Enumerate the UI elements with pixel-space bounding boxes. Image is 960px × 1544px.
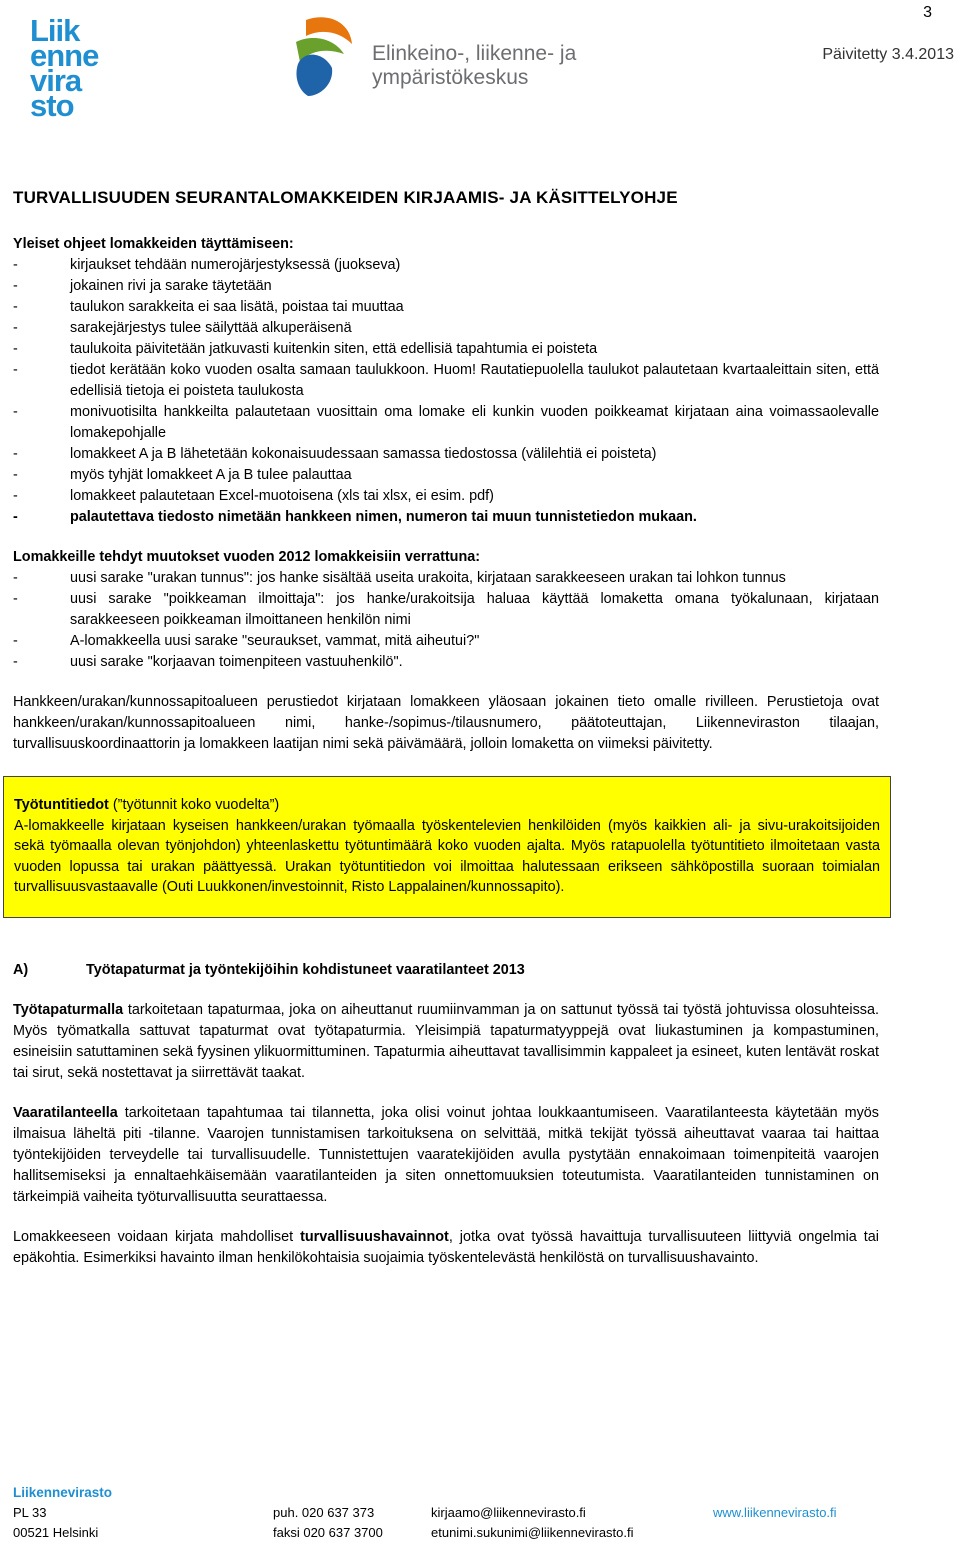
page-number: 3 [923, 4, 932, 21]
general-list [13, 255, 879, 528]
logo-line: vira [30, 63, 82, 98]
page-footer [13, 1483, 953, 1543]
work-hours-text: A-lomakkeelle kirjataan kyseisen hankkeen/urakan työmaalla työskentelevien henkilöiden (myös kaikkien ali- ja sivu-urakoitsijoiden sekä työmaalla olevan työnjohdon) yhteenlaskettu työtuntimäärä koko vuoden ajalta. Myös ratapuolella työtuntitieto ilmoitetaan vasta vuoden lopussa tai urakan päättyessä. Urakan työtuntitiedon voi ilmoittaa halutessaan erikseen sähköpostilla suoraan toimialan turvallisuusvastaavalle (Outi Luukkonen/investoinnit, Risto Lappalainen/kunnossapito). [14, 817, 880, 895]
footer-email-registry[interactable]: kirjaamo@liikennevirasto.fi [431, 1505, 586, 1520]
footer-email-pattern[interactable]: etunimi.sukunimi@liikennevirasto.fi [431, 1525, 634, 1540]
work-hours-heading-rest: (”työtunnit koko vuodelta”) [108, 797, 280, 813]
ely-keskus-logo [288, 12, 588, 102]
observations-post: , jotka ovat työssä havaittuja turvallisuuteen liittyviä ongelmia tai epäkohtia. Esimerkiksi havainto ilman henkilökohtaisia suojaimia työskentelevästä henkilöstä on turvallisuushavainto. [13, 1228, 879, 1266]
list-item: - sarakejärjestys tulee säilyttää alkuperäisenä [13, 318, 879, 339]
ely-name-line1: Elinkeino-, liikenne- ja [372, 42, 577, 65]
section-label: A) [13, 961, 29, 978]
logo-line: sto [30, 88, 74, 123]
footer-po-box: PL 33 [13, 1505, 47, 1520]
near-miss-paragraph [13, 1103, 879, 1208]
accidents-text: tarkoitetaan tapaturmaa, joka on aiheuttanut ruumiinvamman ja on sattunut työssä tai työstä johtuvissa olosuhteissa. Myös työmatkalla sattuvat tapaturmat ovat työtapaturmia. Yleisimpiä tapaturmatyyppejä ovat liukastuminen ja kompastuminen, esineisiin satuttaminen sekä fyysinen ylikuormittuminen. Tapaturmia aiheuttavat tavallisimmin kappaleet ja esineet, kuten lentävät roskat tai sirut, sekä nostettavat ja siirrettävät taakat. [13, 1001, 879, 1081]
list-item: - A-lomakkeella uusi sarake "seuraukset, vammat, mitä aiheutui?" [13, 631, 879, 652]
document-body [13, 234, 879, 1269]
list-item: - lomakkeet palautetaan Excel-muotoisena (xls tai xlsx, ei esim. pdf) [13, 486, 879, 507]
list-item: - kirjaukset tehdään numerojärjestyksessä (juokseva) [13, 255, 879, 276]
changes-heading: Lomakkeille tehdyt muutokset vuoden 2012 lomakkeisiin verrattuna: [13, 549, 481, 565]
list-item: - taulukon sarakkeita ei saa lisätä, poistaa tai muuttaa [13, 297, 879, 318]
footer-brand: Liikennevirasto [13, 1485, 113, 1500]
liikennevirasto-logo [30, 13, 140, 123]
list-item: - uusi sarake "urakan tunnus": jos hanke sisältää useita urakoita, kirjataan sarakkeeseen urakan tai lohkon tunnus [13, 568, 879, 589]
section-title: Työtapaturmat ja työntekijöihin kohdistuneet vaaratilanteet 2013 [86, 961, 525, 978]
list-item-bold: - palautettava tiedosto nimetään hankkeen nimen, numeron tai muun tunnistetiedon mukaan. [13, 507, 879, 528]
section-a-heading [13, 960, 879, 981]
term-bold: Vaaratilanteella [13, 1104, 118, 1121]
general-heading: Yleiset ohjeet lomakkeiden täyttämiseen: [13, 236, 294, 252]
list-item: - jokainen rivi ja sarake täytetään [13, 276, 879, 297]
footer-city: 00521 Helsinki [13, 1525, 99, 1540]
observations-paragraph [13, 1227, 879, 1269]
footer-fax: faksi 020 637 3700 [273, 1525, 383, 1540]
document-title: TURVALLISUUDEN SEURANTALOMAKKEIDEN KIRJAAMIS- JA KÄSITTELYOHJE [13, 188, 678, 207]
list-item: - myös tyhjät lomakkeet A ja B tulee palauttaa [13, 465, 879, 486]
ely-name-line2: ympäristökeskus [372, 66, 529, 89]
work-hours-heading: Työtuntitiedot [14, 797, 109, 813]
footer-website-link[interactable]: www.liikennevirasto.fi [713, 1505, 837, 1520]
changes-list [13, 568, 879, 673]
updated-date: Päivitetty 3.4.2013 [822, 46, 954, 63]
list-item: - tiedot kerätään koko vuoden osalta samaan taulukkoon. Huom! Rautatiepuolella taulukot palautetaan kvartaaleittain siten, että edellisiä tietoja ei poisteta taulukosta [13, 360, 879, 402]
list-item: - lomakkeet A ja B lähetetään kokonaisuudessaan samassa tiedostossa (välilehtiä ei poisteta) [13, 444, 879, 465]
basic-info-paragraph: Hankkeen/urakan/kunnossapitoalueen perustiedot kirjataan lomakkeen yläosaan jokainen tieto omalle rivilleen. Perustietoja ovat hankkeen/urakan/kunnossapitoalueen nimi, hanke-/sopimus-/tilausnumero, päätoteuttajan, Liikenneviraston tilaajan, turvallisuuskoordinaattorin ja lomakkeen laatijan nimi sekä päivämäärä, jolloin lomaketta on viimeksi päivitetty. [13, 694, 879, 752]
logo-line: Liik [30, 13, 80, 48]
footer-phone: puh. 020 637 373 [273, 1505, 375, 1520]
observations-pre: Lomakkeeseen voidaan kirjata mahdolliset [13, 1228, 301, 1245]
logo-line: enne [30, 38, 99, 73]
term-bold: Työtapaturmalla [13, 1001, 124, 1018]
list-item: - uusi sarake "poikkeaman ilmoittaja": jos hanke/urakoitsija haluaa käyttää lomaketta omana työkalunaan, kirjataan sarakkeeseen poikkeaman ilmoittaneen henkilön nimi [13, 589, 879, 631]
list-item: - uusi sarake "korjaavan toimenpiteen vastuuhenkilö". [13, 652, 879, 673]
term-bold: turvallisuushavainnot [300, 1228, 449, 1245]
ely-emblem-icon [288, 12, 368, 102]
list-item: - taulukoita päivitetään jatkuvasti kuitenkin siten, että edellisiä tapahtumia ei poisteta [13, 339, 879, 360]
work-hours-notice [3, 776, 891, 918]
near-miss-text: tarkoitetaan tapahtumaa tai tilannetta, joka olisi voinut johtaa loukkaantumiseen. Vaaratilanteesta käytetään myös ilmaisua läheltä piti -tilanne. Vaarojen tunnistamisen tarkoituksena on selvittää, mitkä tekijät työssä aiheuttavat vaaraa tai haittaa työntekijöiden terveydelle tai turvallisuudelle. Tunnistettujen vaaratekijöiden avulla pystytään ennakoimaan toimenpiteitä vaarojen hallitsemiseksi ja ennaltaehkäisemään vaaratilanteiden ja siten onnettomuuksien toteutumista. Vaaratilanteiden tunnistaminen on tärkeimpiä vaiheita työturvallisuutta seurattaessa. [13, 1104, 879, 1205]
list-item: - monivuotisilta hankkeilta palautetaan vuosittain oma lomake eli kunkin vuoden poikkeamat kirjataan aina voimassaolevalle lomakepohjalle [13, 402, 879, 444]
accidents-paragraph [13, 1000, 879, 1084]
